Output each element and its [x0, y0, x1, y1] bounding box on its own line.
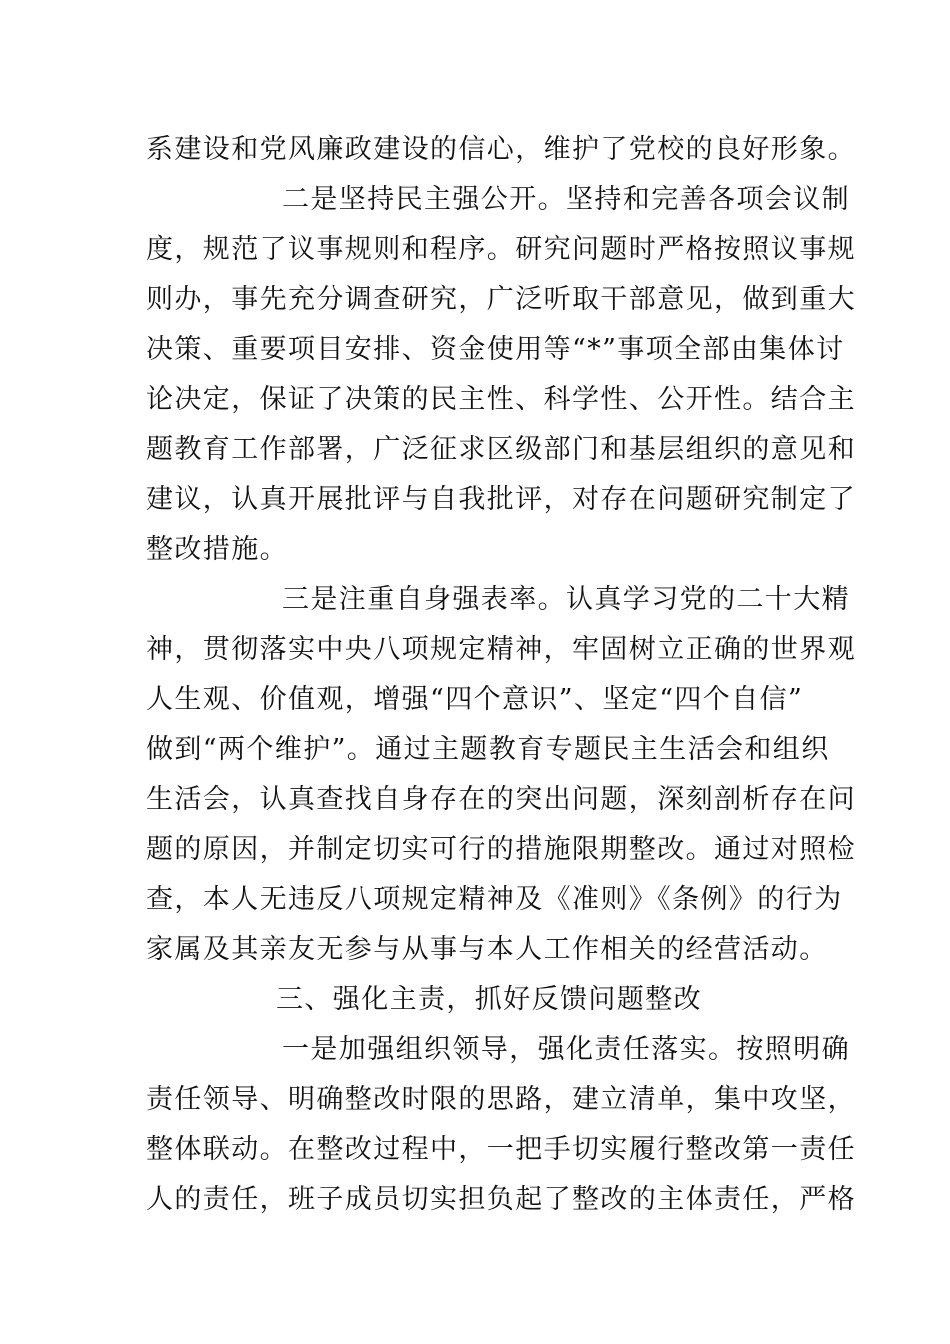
- paragraph-start-line: 二是坚持民主强公开。坚持和完善各项会议制: [282, 184, 850, 215]
- text-line: 人的责任，班子成员切实担负起了整改的主体责任，严格: [146, 1184, 856, 1215]
- text-line: 查，本人无违反八项规定精神及《准则》《条例》的行为: [146, 884, 843, 915]
- text-line: 生活会，认真查找自身存在的突出问题，深刻剖析存在问: [146, 784, 856, 815]
- text-line: 题教育工作部署，广泛征求区级部门和基层组织的意见和: [146, 434, 856, 465]
- text-line: 人生观、价值观，增强“四个意识”、坚定“四个自信”: [146, 684, 804, 715]
- text-line: 整体联动。在整改过程中，一把手切实履行整改第一责任: [146, 1134, 856, 1165]
- text-line: 论决定，保证了决策的民主性、科学性、公开性。结合主: [146, 384, 856, 415]
- text-line: 系建设和党风廉政建设的信心，维护了党校的良好形象。: [146, 134, 856, 165]
- text-line: 神，贯彻落实中央八项规定精神，牢固树立正确的世界观: [146, 634, 856, 665]
- text-line: 整改措施。: [146, 534, 288, 565]
- section-heading: 三、强化主责，抓好反馈问题整改: [276, 984, 702, 1015]
- text-line: 责任领导、明确整改时限的思路，建立清单，集中攻坚，: [146, 1084, 856, 1115]
- text-line: 度，规范了议事规则和程序。研究问题时严格按照议事规: [146, 234, 856, 265]
- paragraph-start-line: 三是注重自身强表率。认真学习党的二十大精: [282, 584, 850, 615]
- text-line: 家属及其亲友无参与从事与本人工作相关的经营活动。: [146, 934, 828, 965]
- text-line: 题的原因，并制定切实可行的措施限期整改。通过对照检: [146, 834, 856, 865]
- paragraph-start-line: 一是加强组织领导，强化责任落实。按照明确: [282, 1034, 850, 1065]
- text-line: 建议，认真开展批评与自我批评，对存在问题研究制定了: [146, 484, 856, 515]
- text-line: 决策、重要项目安排、资金使用等“*”事项全部由集体讨: [146, 334, 845, 365]
- text-line: 则办，事先充分调查研究，广泛听取干部意见，做到重大: [146, 284, 856, 315]
- text-line: 做到“两个维护”。通过主题教育专题民主生活会和组织: [146, 734, 830, 765]
